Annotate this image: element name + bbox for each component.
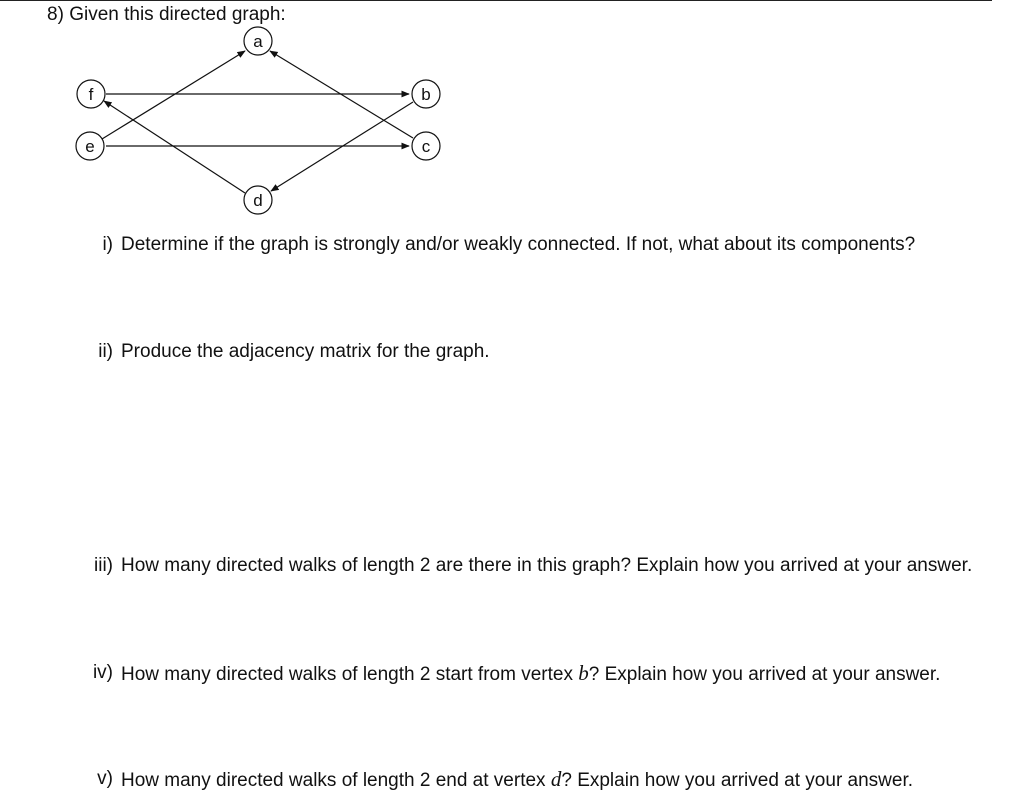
node-c xyxy=(412,132,440,160)
subquestion-number: ii) xyxy=(98,341,113,362)
subquestion-text-after: ? Explain how you arrived at your answer. xyxy=(561,770,914,791)
subquestion-number: iv) xyxy=(92,662,113,683)
subquestion-text-before: How many directed walks of length 2 end at vertex xyxy=(121,770,551,791)
subquestion-number: i) xyxy=(102,234,113,255)
subquestion-v xyxy=(0,766,1000,792)
vertex-variable: b xyxy=(578,661,589,685)
directed-graph xyxy=(0,0,1024,230)
node-d xyxy=(244,186,272,214)
node-f xyxy=(77,80,105,108)
node-e-label: e xyxy=(85,137,95,156)
question-number: 8) xyxy=(47,4,64,25)
subquestion-i xyxy=(0,232,1000,258)
edge-e-a xyxy=(102,51,245,139)
node-a xyxy=(244,27,272,55)
subquestion-ii xyxy=(0,339,1000,365)
subquestion-text-before: How many directed walks of length 2 start from vertex xyxy=(121,664,579,685)
subquestion-number: iii) xyxy=(94,555,113,576)
subquestion-text xyxy=(121,660,988,688)
node-f-label: f xyxy=(88,85,94,104)
node-b-label: b xyxy=(421,85,431,104)
subquestion-text-after: ? Explain how you arrived at your answer. xyxy=(588,664,941,685)
node-d-label: d xyxy=(253,191,263,210)
node-c-label: c xyxy=(421,137,431,156)
vertex-variable: d xyxy=(550,767,562,791)
subquestion-text: Produce the adjacency matrix for the graph. xyxy=(121,341,490,362)
node-b xyxy=(412,80,440,108)
node-e xyxy=(76,132,104,160)
subquestion-number: v) xyxy=(97,768,113,789)
edge-d-f xyxy=(104,101,245,193)
node-a-label: a xyxy=(253,32,263,51)
subquestion-text: Determine if the graph is strongly and/or weakly connected. If not, what about its components? xyxy=(121,234,916,255)
subquestion-iii xyxy=(0,553,1000,607)
subquestion-text xyxy=(121,766,988,794)
subquestion-text: How many directed walks of length 2 are there in this graph? Explain how you arrived at your answer. xyxy=(121,555,973,576)
subquestion-iv xyxy=(0,660,1000,686)
question-title: Given this directed graph: xyxy=(69,4,286,25)
